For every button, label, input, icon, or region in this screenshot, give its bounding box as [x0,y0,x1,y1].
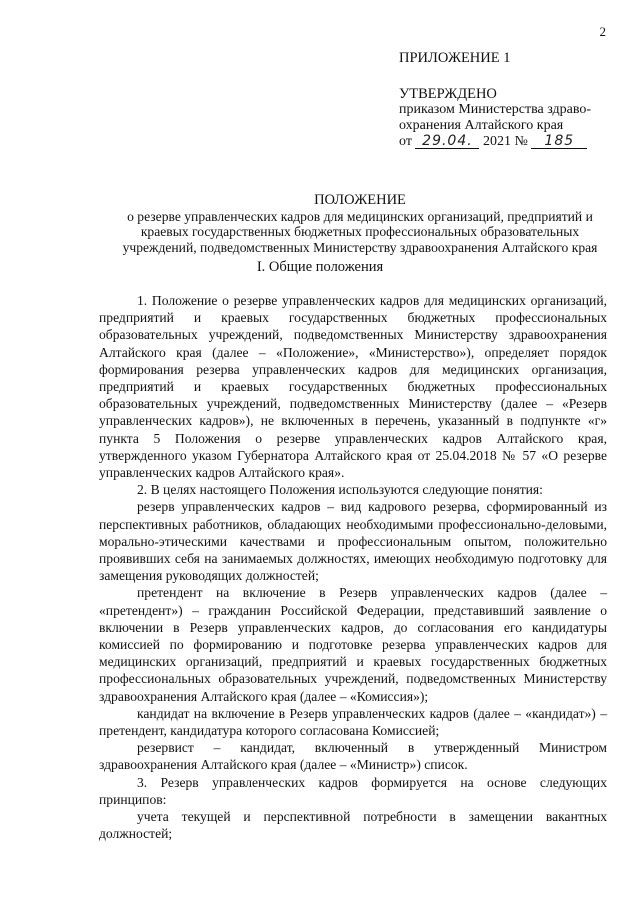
document-subtitle-line-3: учреждений, подведомственных Министерству здравоохранения Алтайского края [122,239,598,255]
document-title: ПОЛОЖЕНИЕ [314,192,406,208]
paragraph-7: 3. Резерв управленческих кадров формируется на основе следующих принципов: [99,774,607,807]
paragraph-8: учета текущей и перспективной потребности в замещении вакантных должностей; [99,809,607,842]
order-number: 185 [531,134,587,149]
paragraph-2: 2. В целях настоящего Положения используются следующие понятия: [137,482,543,498]
approved-heading: УТВЕРЖДЕНО [399,86,497,102]
order-prefix: от [399,134,412,149]
appendix-title: ПРИЛОЖЕНИЕ 1 [399,50,511,66]
appendix-block [399,50,619,150]
approval-line-1: приказом Министерства здраво- [399,102,592,117]
paragraph-5: кандидат на включение в Резерв управленческих кадров (далее – «кандидат») – претендент, кандидатура которого согласована Комиссией; [99,705,607,739]
order-year: 2021 № [482,134,528,149]
paragraph-3: резерв управленческих кадров – вид кадрового резерва, сформированный из перспективных работников, обладающих необходимыми профессионально-деловыми, морально-этическими качествами и профессиональным опытом, положительно проявивших себя на занимаемых должностях, имеющих необходимую подготовку для замещения руководящих должностей; [99,499,607,584]
paragraph-1: 1. Положение о резерве управленческих кадров для медицинских организаций, предприятий и краевых государственных бюджетных профессиональных образовательных учреждений, подведомственных Министерству здравоохранения Алтайского края (далее – «Положение», «Министерство»), определяет порядок формирования резерва управленческих кадров для медицинских организация, предприятий и краевых государственных бюджетных профессиональных образовательных учреждений, подведомственных Министерству (далее – «Резерв управленческих кадров»), не включенных в перечень, указанный в подпункте «г» пункта 5 Положения о резерве управленческих кадров Алтайского края, утвержденного указом Губернатора Алтайского края от 25.04.2018 № 57 «О резерве управленческих кадров Алтайского края». [99,293,607,481]
page-number: 2 [599,24,606,39]
document-subtitle-line-1: о резерве управленческих кадров для медицинских организаций, предприятий и [127,208,593,224]
paragraph-4: претендент на включение в Резерв управленческих кадров (далее – «претендент») – гражданин Российской Федерации, представивший заявление о включении в Резерв управленческих кадров, до согласования его кандидатуры комиссией по формированию и подготовке резерва управленческих кадров для медицинских организаций, предприятий и краевых государственных бюджетных профессиональных образовательных учреждений, подведомственных Министерству здравоохранения Алтайского края (далее – «Комиссия»); [99,585,607,704]
section-title: I. Общие положения [256,259,384,275]
paragraph-6: резервист – кандидат, включенный в утвержденный Министром здравоохранения Алтайского края (далее – «Министр») список. [99,740,607,773]
order-line [399,134,619,150]
document-subtitle-line-2: краевых государственных бюджетных профессиональных образовательных [140,224,580,239]
approval-line-2: охранения Алтайского края [399,118,564,133]
body-text [99,292,607,843]
document-heading [100,193,620,255]
order-date: 29.04. [415,134,479,149]
